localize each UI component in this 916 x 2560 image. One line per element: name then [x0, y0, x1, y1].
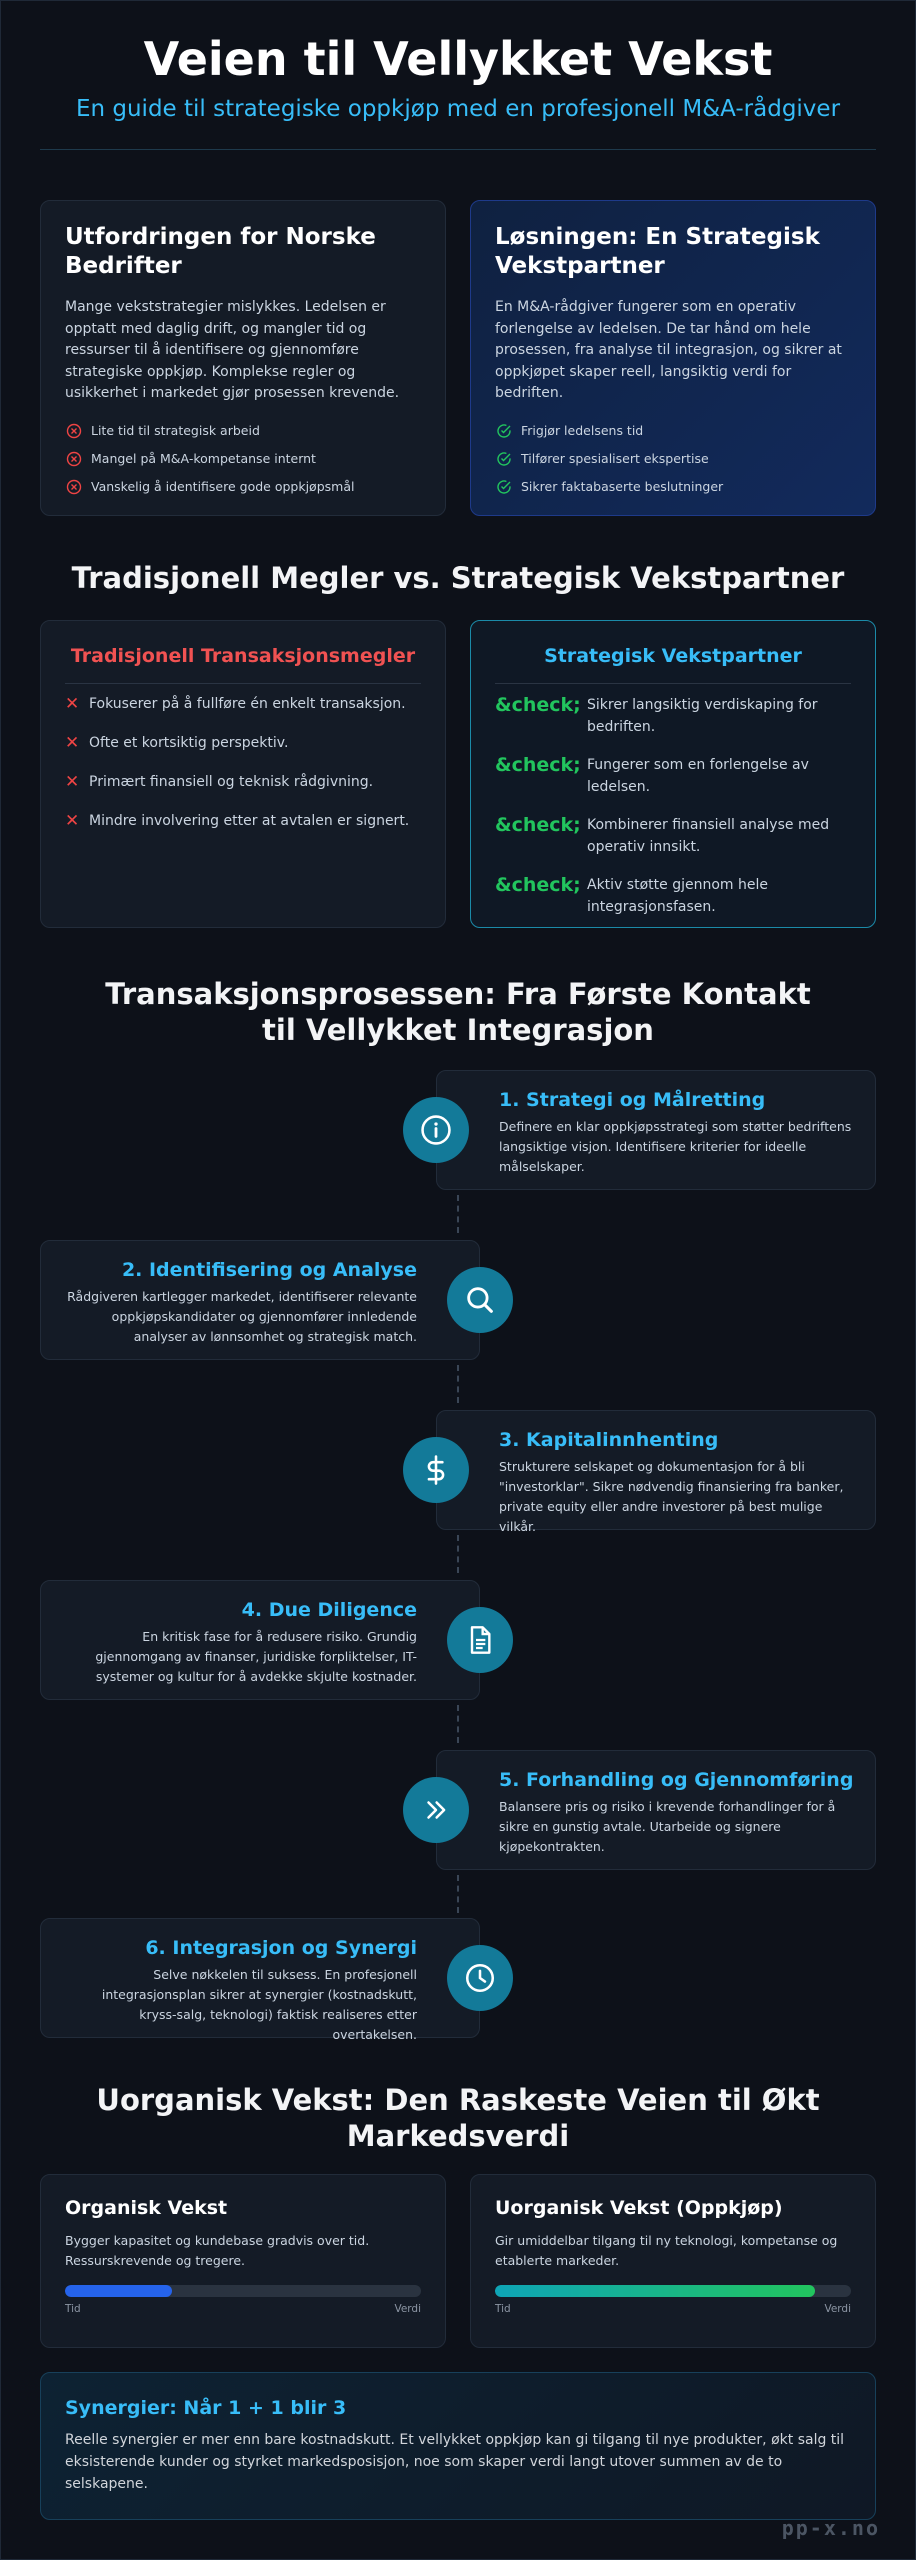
- cross-icon: ✕: [65, 772, 80, 792]
- list-item: [65, 417, 421, 445]
- inorganic-title: Uorganisk Vekst (Oppkjøp): [495, 2197, 783, 2219]
- solution-list: [495, 417, 851, 501]
- organic-growth-card: [40, 2174, 446, 2348]
- list-item-label: Frigjør ledelsens tid: [521, 423, 644, 438]
- inorganic-text: Gir umiddelbar tilgang til ny teknologi, kompetanse og etablerte markeder.: [495, 2233, 838, 2268]
- value-label: Verdi: [394, 2303, 421, 2315]
- list-item-label: Fungerer som en forlengelse av ledelsen.: [587, 757, 809, 795]
- check-icon: &check;: [495, 694, 581, 716]
- list-item: [495, 874, 851, 918]
- comparison-heading: Tradisjonell Megler vs. Strategisk Vekstpartner: [71, 561, 845, 595]
- challenge-text: Mange vekststrategier mislykkes. Ledelsen er opptatt med daglig drift, og mangler tid og ressurser til å identifisere og gjennomføre strategiske oppkjøp. Komplekse regler og usikkerhet i markedet gjør prosessen krevende.: [65, 299, 400, 401]
- list-item-label: Primært finansiell og teknisk rådgivning.: [89, 774, 374, 790]
- process-step-2: [40, 1240, 480, 1360]
- list-item: [65, 694, 421, 714]
- divider: [495, 683, 851, 684]
- list-item-label: Mangel på M&A-kompetanse internt: [91, 451, 316, 466]
- challenge-list: [65, 417, 421, 501]
- bar-labels: [495, 2303, 851, 2315]
- x-circle-icon: [65, 422, 83, 440]
- strategic-title: Strategisk Vekstpartner: [544, 645, 802, 667]
- clock-icon: [447, 1945, 513, 2011]
- process-step-5: [436, 1750, 876, 1870]
- time-label: Tid: [495, 2303, 511, 2315]
- double-chevron-icon: [403, 1777, 469, 1843]
- step-text: Selve nøkkelen til suksess. En profesjonell integrasjonsplan sikrer at synergier (kostnadskutt, kryss-salg, teknologi) faktisk realiseres etter overtakelsen.: [101, 1967, 417, 2042]
- list-item: [495, 814, 851, 858]
- list-item-label: Tilfører spesialisert ekspertise: [521, 451, 709, 466]
- x-circle-icon: [65, 478, 83, 496]
- list-item: [495, 473, 851, 501]
- check-circle-icon: [495, 478, 513, 496]
- solution-title: Løsningen: En Strategisk Vekstpartner: [495, 224, 820, 279]
- list-item-label: Kombinerer finansiell analyse med operativ innsikt.: [587, 817, 830, 855]
- step-title: 1. Strategi og Målretting: [499, 1089, 766, 1111]
- organic-progress-bar: [65, 2285, 421, 2297]
- list-item-label: Sikrer faktabaserte beslutninger: [521, 479, 724, 494]
- x-circle-icon: [65, 450, 83, 468]
- watermark: pp-x.no: [781, 2516, 880, 2540]
- process-step-1: [436, 1070, 876, 1190]
- list-item-label: Ofte et kortsiktig perspektiv.: [89, 735, 289, 751]
- list-item: [65, 445, 421, 473]
- list-item: [65, 733, 421, 753]
- dollar-icon: [403, 1437, 469, 1503]
- list-item-label: Mindre involvering etter at avtalen er signert.: [89, 813, 410, 829]
- solution-text: En M&A-rådgiver fungerer som en operativ forlengelse av ledelsen. De tar hånd om hele prosessen, fra analyse til integrasjon, og sikrer at oppkjøpet skaper reell, langsiktig verdi for bedriften.: [495, 299, 842, 401]
- divider: [65, 683, 421, 684]
- step-text: En kritisk fase for å redusere risiko. Grundig gjennomgang av finanser, juridiske forpliktelser, IT-systemer og kultur for å avdekke skjulte kostnader.: [95, 1629, 417, 1684]
- value-label: Verdi: [824, 2303, 851, 2315]
- list-item: [495, 445, 851, 473]
- list-item-label: Lite tid til strategisk arbeid: [91, 423, 260, 438]
- list-item-label: Vanskelig å identifisere gode oppkjøpsmål: [91, 479, 355, 494]
- process-step-3: [436, 1410, 876, 1534]
- process-step-6: [40, 1918, 480, 2042]
- list-item: [65, 811, 421, 831]
- step-text: Rådgiveren kartlegger markedet, identifiserer relevante oppkjøpskandidater og gjennomfører innledende analyser av lønnsomhet og strategisk match.: [67, 1289, 417, 1344]
- cross-icon: ✕: [65, 733, 80, 753]
- timeline-connector: [457, 1535, 459, 1573]
- check-icon: &check;: [495, 874, 581, 896]
- traditional-broker-card: [40, 620, 446, 928]
- step-title: 6. Integrasjon og Synergi: [145, 1937, 417, 1959]
- organic-progress-fill: [65, 2285, 172, 2297]
- process-step-4: [40, 1580, 480, 1700]
- inorganic-growth-card: [470, 2174, 876, 2348]
- timeline-connector: [457, 1705, 459, 1743]
- list-item-label: Sikrer langsiktig verdiskaping for bedriften.: [587, 697, 818, 735]
- strategic-partner-card: [470, 620, 876, 928]
- inorganic-progress-bar: [495, 2285, 851, 2297]
- organic-title: Organisk Vekst: [65, 2197, 228, 2219]
- search-icon: [447, 1267, 513, 1333]
- step-title: 4. Due Diligence: [241, 1599, 417, 1621]
- check-icon: &check;: [495, 754, 581, 776]
- check-circle-icon: [495, 450, 513, 468]
- process-heading: Transaksjonsprosessen: Fra Første Kontakt til Vellykket Integrasjon: [105, 977, 811, 1047]
- challenge-card: [40, 200, 446, 516]
- header-divider: [40, 149, 876, 150]
- inorganic-progress-fill: [495, 2285, 815, 2297]
- organic-text: Bygger kapasitet og kundebase gradvis over tid. Ressurskrevende og tregere.: [65, 2233, 370, 2268]
- cross-icon: ✕: [65, 694, 80, 714]
- step-title: 5. Forhandling og Gjennomføring: [499, 1769, 854, 1791]
- traditional-title: Tradisjonell Transaksjonsmegler: [70, 645, 416, 667]
- list-item: [495, 694, 851, 738]
- synergy-title: Synergier: Når 1 + 1 blir 3: [65, 2397, 347, 2419]
- list-item: [495, 754, 851, 798]
- page-title: Veien til Vellykket Vekst: [143, 32, 773, 86]
- synergy-text: Reelle synergier er mer enn bare kostnadskutt. Et vellykket oppkjøp kan gi tilgang til nye produkter, økt salg til eksisterende kunder og styrket markedsposisjon, noe som skaper verdi langt utover summen av de to selskapene.: [65, 2432, 845, 2492]
- check-circle-icon: [495, 422, 513, 440]
- step-text: Definere en klar oppkjøpsstrategi som støtter bedriftens langsiktige visjon. Identifisere kriterier for ideelle målselskaper.: [499, 1119, 852, 1174]
- document-icon: [447, 1607, 513, 1673]
- step-title: 3. Kapitalinnhenting: [499, 1429, 719, 1451]
- list-item: [65, 473, 421, 501]
- list-item: [495, 417, 851, 445]
- info-icon: [403, 1097, 469, 1163]
- bar-labels: [65, 2303, 421, 2315]
- timeline-connector: [457, 1365, 459, 1403]
- list-item-label: Aktiv støtte gjennom hele integrasjonsfasen.: [587, 877, 768, 915]
- timeline-connector: [457, 1195, 459, 1233]
- check-icon: &check;: [495, 814, 581, 836]
- timeline-connector: [457, 1875, 459, 1913]
- growth-heading: Uorganisk Vekst: Den Raskeste Veien til Økt Markedsverdi: [96, 2083, 820, 2153]
- time-label: Tid: [65, 2303, 81, 2315]
- synergy-card: [40, 2372, 876, 2520]
- step-text: Balansere pris og risiko i krevende forhandlinger for å sikre en gunstig avtale. Utarbeide og signere kjøpekontrakten.: [499, 1799, 836, 1854]
- solution-card: [470, 200, 876, 516]
- step-title: 2. Identifisering og Analyse: [121, 1259, 417, 1281]
- list-item: [65, 772, 421, 792]
- challenge-title: Utfordringen for Norske Bedrifter: [65, 224, 376, 279]
- page-subtitle: En guide til strategiske oppkjøp med en profesjonell M&A-rådgiver: [75, 96, 841, 122]
- step-text: Strukturere selskapet og dokumentasjon for å bli "investorklar". Sikre nødvendig finansiering fra banker, private equity eller andre investorer på best mulige vilkår.: [499, 1459, 844, 1534]
- list-item-label: Fokuserer på å fullføre én enkelt transaksjon.: [89, 696, 406, 712]
- cross-icon: ✕: [65, 811, 80, 831]
